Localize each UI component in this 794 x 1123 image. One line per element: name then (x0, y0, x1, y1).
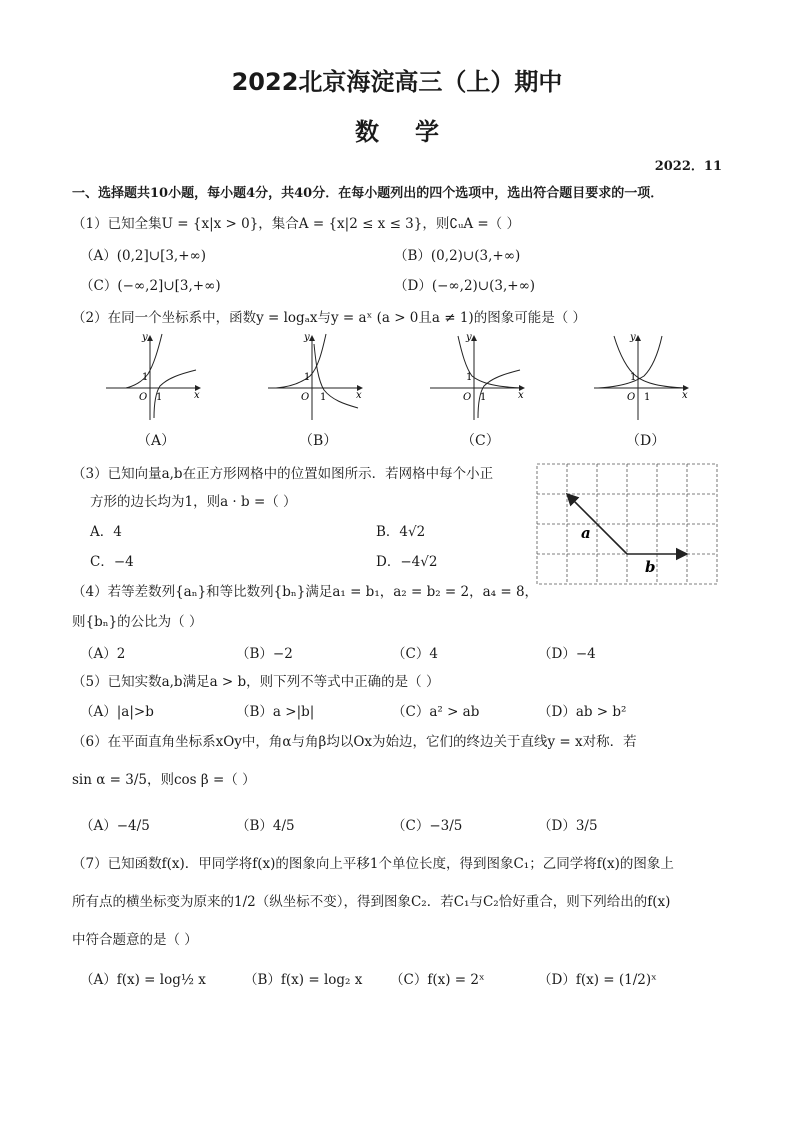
q3-option-a: A．4 (90, 524, 122, 540)
origin-label: O (301, 392, 310, 403)
axis-x-label: x (194, 390, 200, 401)
exp-curve (614, 336, 686, 388)
q5-option-a: （A）|a|>b (80, 704, 154, 720)
q7-option-b: （B）f(x) = log₂ x (244, 972, 363, 988)
question-6-stem-line1: （6）在平面直角坐标系xOy中，角α与角β均以Ox为始边，它们的终边关于直线y = x对称．若 (72, 734, 637, 750)
question-2-stem: （2）在同一个坐标系中，函数y = logₐx与y = aˣ (a > 0且a ≠ 1)的图象可能是（ ） (72, 310, 586, 326)
q1-option-c: （C）(−∞,2]∪[3,+∞) (80, 278, 221, 294)
x-one-label: 1 (320, 392, 327, 403)
graph-a (104, 330, 204, 422)
section-heading: 一、选择题共10小题，每小题4分，共40分．在每小题列出的四个选项中，选出符合题目要求的一项． (72, 186, 664, 201)
graph-d (592, 330, 692, 422)
graph-c (428, 330, 528, 422)
q1-option-b: （B）(0,2)∪(3,+∞) (394, 248, 521, 264)
axis-x-label: x (682, 390, 688, 401)
question-7-stem-line2: 所有点的横坐标变为原来的1/2（纵坐标不变），得到图象C₂．若C₁与C₂恰好重合，则下列给出的f(x) (72, 894, 671, 910)
subject-title: 数学 (355, 118, 475, 146)
graph-b-label: （B） (299, 433, 338, 449)
vector-b-label: b (645, 558, 656, 576)
question-1-stem: （1）已知全集U = {x|x > 0}，集合A = {x|2 ≤ x ≤ 3}，则∁ᵤA =（ ） (72, 216, 520, 232)
vector-grid-figure (535, 462, 719, 586)
q6-option-c: （C）−3/5 (392, 818, 463, 834)
page-title: 2022北京海淀高三（上）期中 (231, 68, 563, 96)
axis-y-label: y (304, 332, 310, 343)
q5-option-c: （C）a² > ab (392, 704, 480, 720)
origin-label: O (139, 392, 148, 403)
q6-option-b: （B）4/5 (236, 818, 295, 834)
vector-a-label: a (581, 524, 591, 542)
q1-option-a: （A）(0,2]∪[3,+∞) (80, 248, 207, 264)
question-7-stem-line3: 中符合题意的是（ ） (72, 932, 198, 948)
q4-option-c: （C）4 (392, 646, 438, 662)
question-7-stem-line1: （7）已知函数f(x)．甲同学将f(x)的图象向上平移1个单位长度，得到图象C₁；乙同学将f(x)的图象上 (72, 856, 674, 872)
axis-y-label: y (142, 332, 148, 343)
graph-a-label: （A） (137, 433, 176, 449)
graph-d-label: （D） (626, 433, 666, 449)
graph-b (266, 330, 366, 422)
q3-option-d: D．−4√2 (376, 554, 438, 570)
grid-lines (537, 464, 717, 584)
x-one-label: 1 (644, 392, 651, 403)
axis-x-label: x (518, 390, 524, 401)
question-6-stem-line2: sin α = 3/5，则cos β =（ ） (72, 772, 256, 788)
q6-option-d: （D）3/5 (538, 818, 598, 834)
origin-label: O (463, 392, 472, 403)
q4-option-a: （A）2 (80, 646, 126, 662)
y-one-label: 1 (304, 372, 311, 383)
q3-option-b: B．4√2 (376, 524, 426, 540)
question-3-stem-line1: （3）已知向量a,b在正方形网格中的位置如图所示．若网格中每个小正 (72, 466, 494, 482)
question-4-stem-line1: （4）若等差数列{aₙ}和等比数列{bₙ}满足a₁ = b₁，a₂ = b₂ = 2，a₄ = 8， (72, 584, 539, 600)
q5-option-d: （D）ab > b² (538, 704, 627, 720)
question-3-stem-line2: 方形的边长均为1，则a · b =（ ） (90, 494, 297, 510)
q4-option-b: （B）−2 (236, 646, 293, 662)
axis-y-label: y (466, 332, 472, 343)
q7-option-d: （D）f(x) = (1/2)ˣ (538, 972, 657, 988)
graph-c-label: （C） (461, 433, 500, 449)
exp-curve (276, 334, 326, 388)
q7-option-a: （A）f(x) = log½ x (80, 972, 206, 988)
x-one-label: 1 (480, 392, 487, 403)
axis-y-label: y (630, 332, 636, 343)
x-one-label: 1 (156, 392, 163, 403)
q7-option-c: （C）f(x) = 2ˣ (390, 972, 485, 988)
y-one-label: 1 (630, 372, 637, 383)
exam-date: 2022．11 (654, 159, 722, 174)
question-4-stem-line2: 则{bₙ}的公比为（ ） (72, 614, 203, 630)
q5-option-b: （B）a >|b| (236, 704, 315, 720)
y-one-label: 1 (466, 372, 473, 383)
q4-option-d: （D）−4 (538, 646, 596, 662)
y-one-label: 1 (142, 372, 149, 383)
q1-option-d: （D）(−∞,2)∪(3,+∞) (394, 278, 536, 294)
origin-label: O (627, 392, 636, 403)
axis-x-label: x (356, 390, 362, 401)
question-5-stem: （5）已知实数a,b满足a > b，则下列不等式中正确的是（ ） (72, 674, 440, 690)
q6-option-a: （A）−4/5 (80, 818, 150, 834)
q3-option-c: C．−4 (90, 554, 134, 570)
